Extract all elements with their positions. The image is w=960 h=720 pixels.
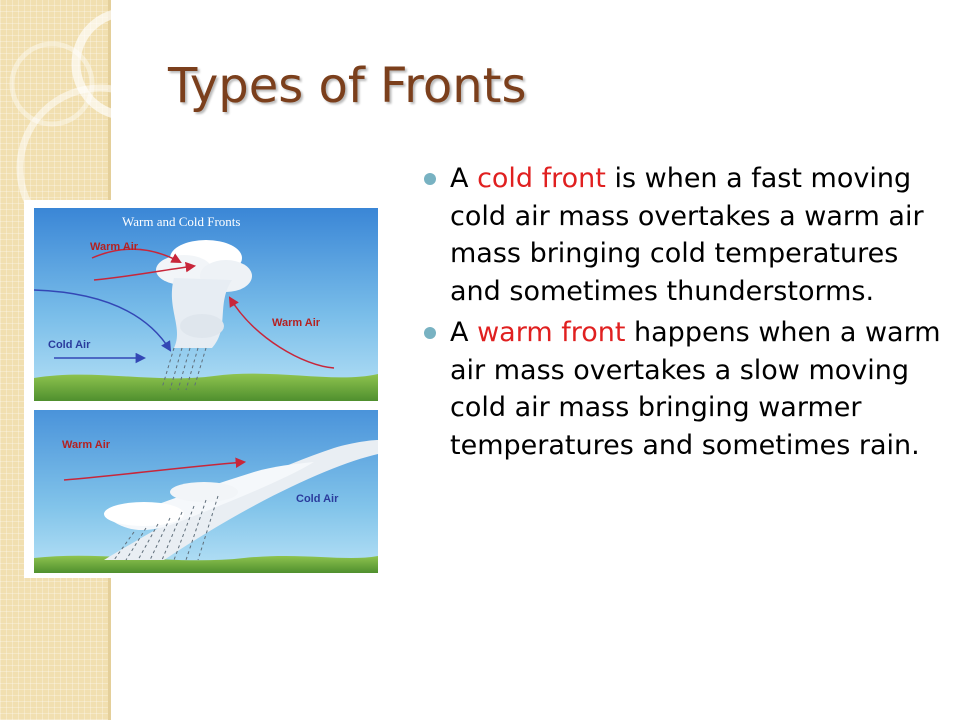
label-cold-air-warm: Cold Air xyxy=(296,493,339,505)
warm-front-panel xyxy=(34,410,378,573)
bullet-list xyxy=(424,160,944,468)
bullet-warm-front xyxy=(424,314,944,464)
label-warm-air-1: Warm Air xyxy=(90,241,139,253)
cold-front-panel xyxy=(34,208,378,401)
label-warm-air-2: Warm Air xyxy=(272,317,321,329)
term-cold-front: cold front xyxy=(477,163,606,194)
bullet-cold-front xyxy=(424,160,944,310)
bullet-dot xyxy=(424,173,436,185)
bullet-text-post: is when a fast moving cold air mass overtakes a warm air mass bringing cold temperatures and sometimes thunderstorms. xyxy=(450,163,924,307)
bullet-text-pre: A xyxy=(450,317,478,348)
diagram-title: Warm and Cold Fronts xyxy=(122,214,241,229)
term-warm-front: warm front xyxy=(477,317,626,348)
slide-title: Types of Fronts xyxy=(168,58,527,114)
bullet-text-pre: A xyxy=(450,163,478,194)
label-cold-air: Cold Air xyxy=(48,339,91,351)
bullet-text-post: happens when a warm air mass overtakes a slow moving cold air mass bringing warmer temperatures and sometimes rain. xyxy=(450,317,941,461)
fronts-diagram xyxy=(24,200,380,578)
bullet-dot xyxy=(424,327,436,339)
label-warm-air: Warm Air xyxy=(62,439,111,451)
